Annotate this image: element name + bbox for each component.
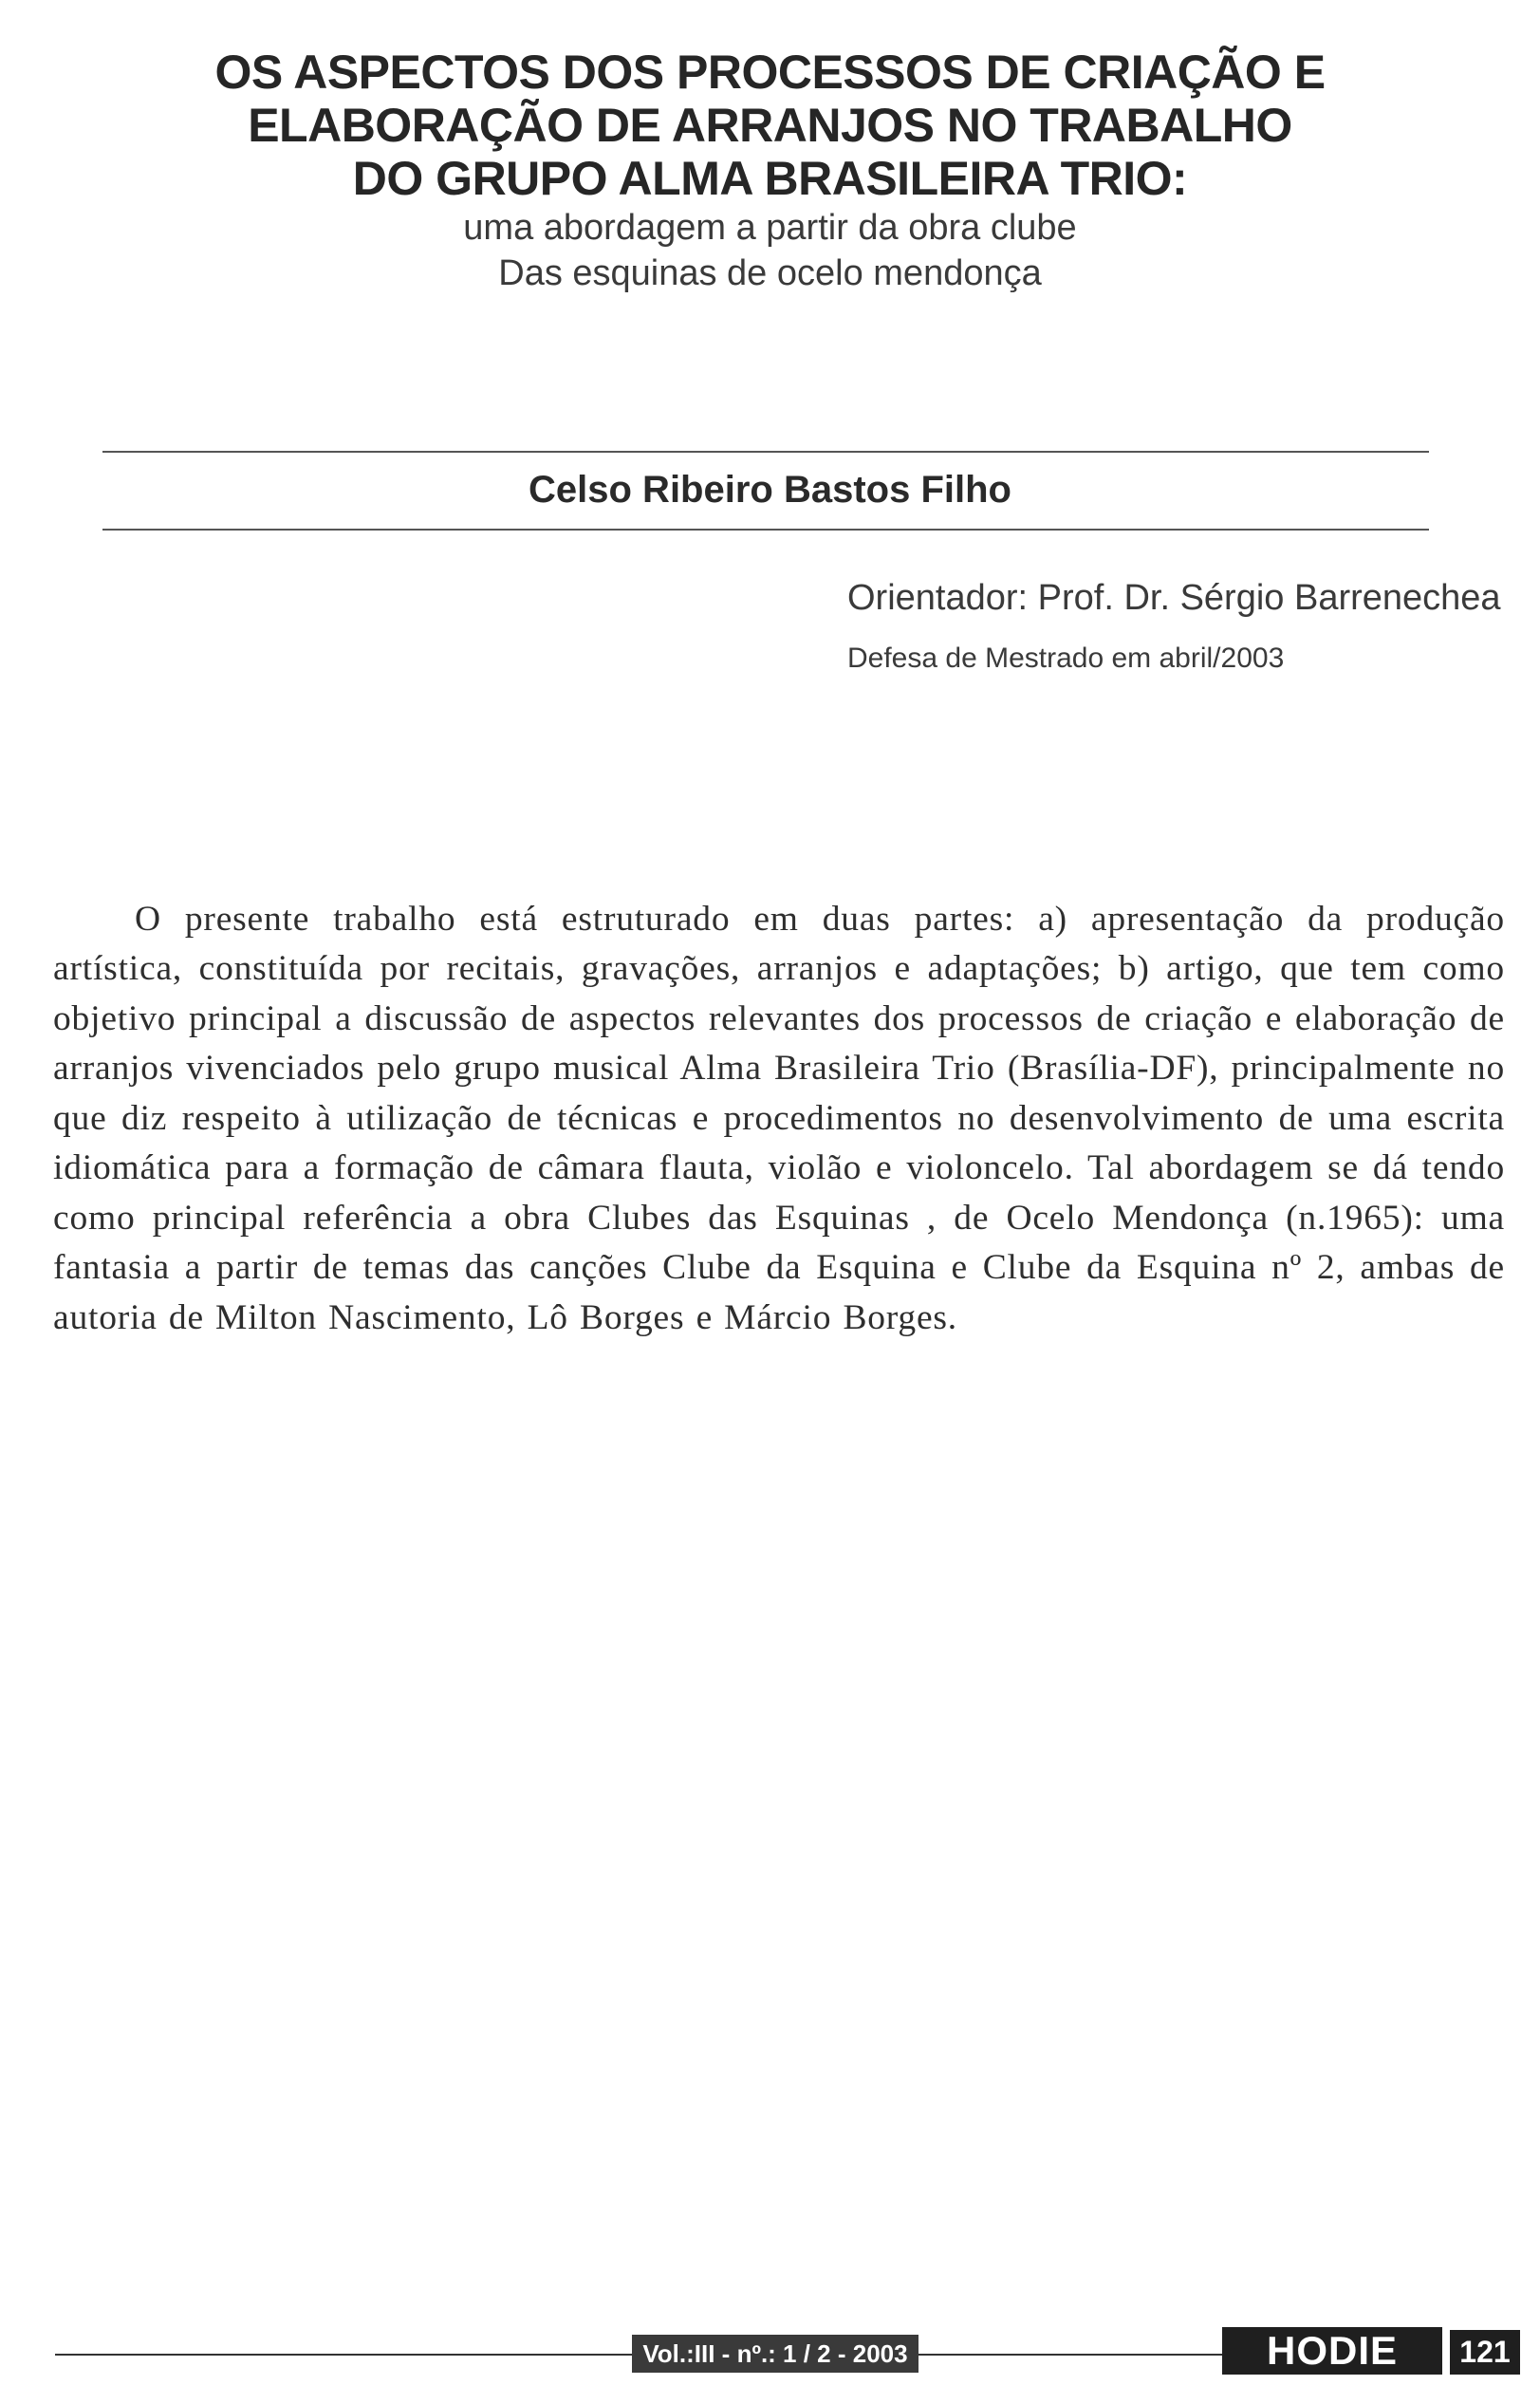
author-rule-bottom xyxy=(102,529,1429,531)
subtitle-line: uma abordagem a partir da obra clube xyxy=(463,208,1077,248)
abstract-paragraph: O presente trabalho está estruturado em duas partes: a) apresentação da produção artística, constituída por recitais, gravações, arranjos e adaptações; b) artigo, que tem como objetivo principal a discussão de aspectos relevantes dos processos de criação e elaboração de arranjos vivenciados pelo grupo musical Alma Brasileira Trio (Brasília-DF), principalmente no que diz respeito à utilização de técnicas e procedimentos no desenvolvimento de uma escrita idiomática para a formação de câmara flauta, violão e violoncelo. Tal abordagem se dá tendo como principal referência a obra Clubes das Esquinas , de Ocelo Mendonça (n.1965): uma fantasia a partir de temas das canções Clube da Esquina e Clube da Esquina nº 2, ambas de autoria de Milton Nascimento, Lô Borges e Márcio Borges. xyxy=(53,899,1505,1337)
journal-logo: HODIE xyxy=(1222,2327,1442,2375)
footer-rule-right xyxy=(918,2354,1222,2356)
page-number: 121 xyxy=(1450,2330,1520,2375)
title-line: OS ASPECTOS DOS PROCESSOS DE CRIAÇÃO E xyxy=(214,46,1326,99)
footer-rule-left xyxy=(55,2354,632,2356)
advisor: Orientador: Prof. Dr. Sérgio Barrenechea xyxy=(847,578,1501,618)
title-line: ELABORAÇÃO DE ARRANJOS NO TRABALHO xyxy=(248,99,1292,152)
author-rule-top xyxy=(102,451,1429,453)
footer-volume: Vol.:III - nº.: 1 / 2 - 2003 xyxy=(632,2335,918,2373)
author-name: Celso Ribeiro Bastos Filho xyxy=(529,469,1011,511)
defense-date: Defesa de Mestrado em abril/2003 xyxy=(847,643,1285,674)
title-line: DO GRUPO ALMA BRASILEIRA TRIO: xyxy=(352,152,1188,205)
subtitle-line: Das esquinas de ocelo mendonça xyxy=(498,253,1042,293)
article-title-block xyxy=(0,46,1540,296)
